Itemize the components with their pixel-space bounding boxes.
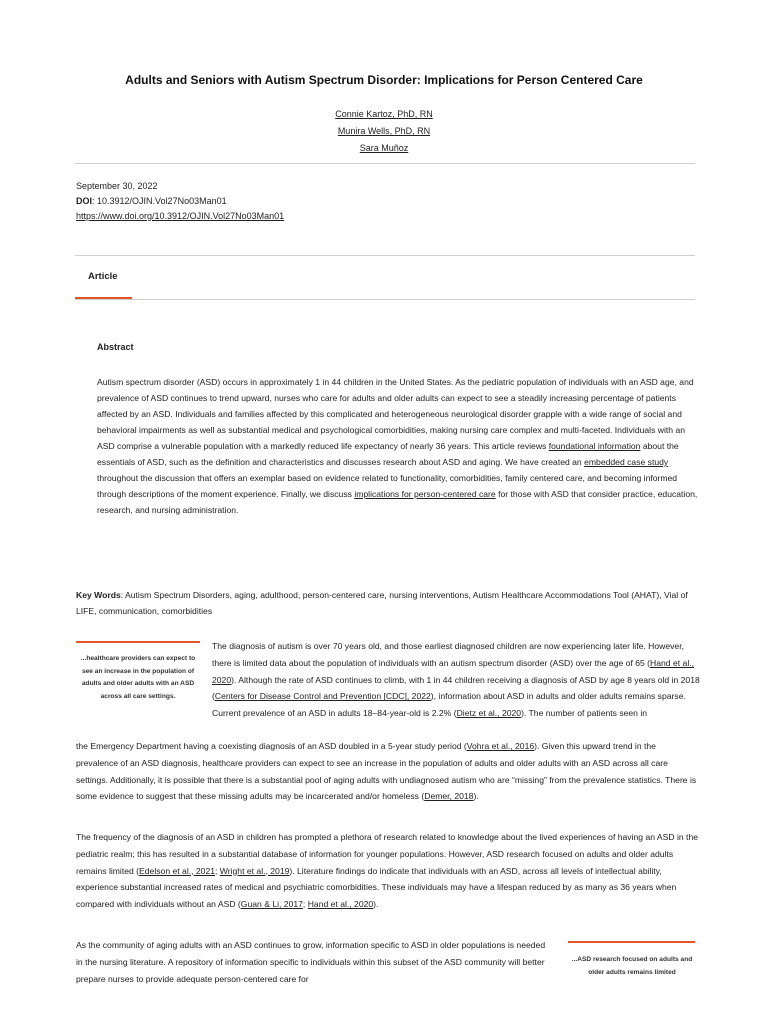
doi-value: : 10.3912/OJIN.Vol27No03Man01 <box>92 196 227 206</box>
author-link[interactable]: Connie Kartoz, PhD, RN <box>335 109 433 119</box>
publication-date: September 30, 2022 <box>76 181 158 191</box>
citation-link[interactable]: Wright et al., 2019 <box>219 865 290 876</box>
embedded-case-study-link[interactable]: embedded case study <box>584 457 669 467</box>
article-meta <box>76 179 284 224</box>
author-link[interactable]: Munira Wells, PhD, RN <box>337 126 431 136</box>
key-words-label: Key Words <box>76 590 121 600</box>
body-paragraph: The diagnosis of autism is over 70 years old, and those earliest diagnosed children are now experiencing later life. However, there is limited data about the population of individuals with an autism spectrum disorder (ASD) over the age of 65 (Hand et al., 2020). Although the rate of ASD continues to climb, with 1 in 44 children receiving a diagnosis of ASD by age 8 years old in 2018 (Centers for Disease Control and Prevention [CDC], 2022), information about ASD in adults and older adults remains sparse. Current prevalence of an ASD in adults 18–84-year-old is 2.2% (Dietz et al., 2020). The number of patients seen in <box>212 641 700 719</box>
author-link[interactable]: Sara Muñoz <box>359 143 409 153</box>
citation-link[interactable]: Edelson et al., 2021 <box>139 865 216 876</box>
abstract-text: Autism spectrum disorder (ASD) occurs in approximately 1 in 44 children in the United States. As the pediatric population of individuals with an ASD age, and prevalence of ASD continues to trend upward, nurses who care for adults and older adults can expect to see a steadily increasing percentage of patients affected by an ASD. Individuals and families affected by this complicated and heterogeneous neurological disorder grapple with a wide range of social and behavioral impairments as well as substantial medical and psychological comorbidities, making nursing care complex and multi-faceted. Individuals with an ASD comprise a vulnerable population with a markedly reduced life expectancy of nearly 36 years. This article reviews foundational information about the essentials of ASD, such as the definition and characteristics and discusses research about ASD and aging. We have created an embedded case study throughout the discussion that offers an exemplar based on evidence related to functionality, comorbidities, family centered care, and becoming informed through descriptions of the moment experience. Finally, we discuss implications for person-centered care for those with ASD that consider practice, education, research, and nursing administration. <box>97 377 698 515</box>
citation-link[interactable]: Hand et al., 2020 <box>307 899 374 910</box>
divider <box>75 255 695 256</box>
citation-link[interactable]: Hand et al., 2020 <box>212 657 694 685</box>
active-tab-indicator <box>75 297 132 299</box>
author-list <box>0 106 768 157</box>
tab-article[interactable]: Article <box>88 271 118 282</box>
article-title: Adults and Seniors with Autism Spectrum Disorder: Implications for Person Centered Care <box>125 73 643 87</box>
citation-link[interactable]: Demer, 2018 <box>424 791 474 802</box>
divider <box>75 163 695 164</box>
pullquote-accent <box>76 641 200 643</box>
citation-link[interactable]: Centers for Disease Control and Prevention [CDC], 2022 <box>214 691 431 702</box>
pullquote-accent <box>568 941 695 943</box>
citation-link[interactable]: Guan & Li, 2017 <box>240 899 303 910</box>
citation-link[interactable]: Vohra et al., 2016 <box>466 741 535 751</box>
body-paragraph: As the community of aging adults with an ASD continues to grow, information specific to ASD in older populations is needed in the nursing literature. A repository of information specific to individuals within this subset of the ASD community will better prepare nurses to provide adequate person-centered care for <box>76 940 546 984</box>
body-paragraph: The frequency of the diagnosis of an ASD in children has prompted a plethora of research related to knowledge about the lived experiences of having an ASD in the pediatric realm; this has resulted in a substantial database of information for younger populations. However, ASD research focused on adults and older adults remains limited (Edelson et al., 2021; Wright et al., 2019). Literature findings do indicate that individuals with an ASD, across all levels of intellectual ability, experience substantial increased rates of medical and psychiatric comorbidities. These individuals may have a lifespan reduced by as many as 36 years when compared with individuals without an ASD (Guan & Li, 2017; Hand et al., 2020). <box>76 832 699 910</box>
body-paragraph: the Emergency Department having a coexisting diagnosis of an ASD doubled in a 5-year study period (Vohra et al., 2016). Given this upward trend in the prevalence of an ASD diagnosis, healthcare providers can expect to see an increase in the population of adults and older adults with an ASD across all care settings. Additionally, it is possible that there is a substantial pool of aging adults with undiagnosed autism who are “missing” from the prevalence statistics. There is some evidence to suggest that these missing adults may be incarcerated and/or homeless (Demer, 2018). <box>76 741 697 802</box>
citation-link[interactable]: Dietz et al., 2020 <box>456 708 522 719</box>
doi-line <box>76 194 284 209</box>
doi-label: DOI <box>76 196 93 206</box>
key-words: Key Words: Autism Spectrum Disorders, aging, adulthood, person-centered care, nursing interventions, Autism Healthcare Accommodations Tool (AHAT), Vial of LIFE, communication, comorbidities <box>76 590 688 616</box>
divider <box>75 299 695 300</box>
implications-link[interactable]: implications for person-centered care <box>354 489 496 499</box>
pullquote: ...healthcare providers can expect to see an increase in the population of adults and older adults with an ASD across all care settings. <box>80 655 196 700</box>
doi-link[interactable]: https://www.doi.org/10.3912/OJIN.Vol27No03Man01 <box>76 211 285 221</box>
pullquote: ...ASD research focused on adults and older adults remains limited <box>571 956 693 976</box>
foundational-information-link[interactable]: foundational information <box>548 441 641 451</box>
abstract-heading: Abstract <box>97 342 134 352</box>
